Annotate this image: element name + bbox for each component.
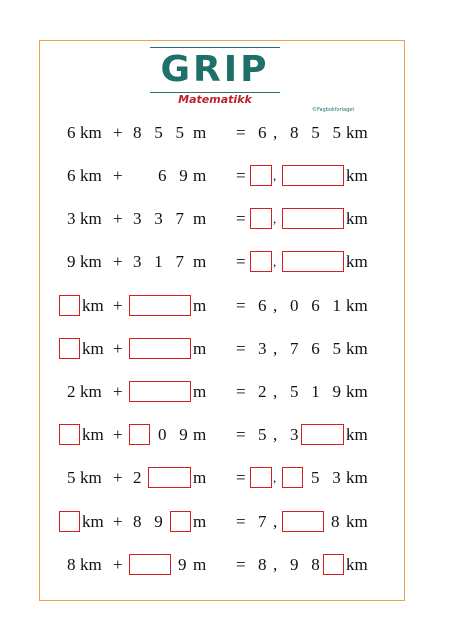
- m-digits: 8 9: [133, 512, 163, 531]
- result-unit: km: [346, 468, 368, 487]
- answer-box-decimals[interactable]: [282, 165, 344, 186]
- result-whole-km: 6: [258, 123, 267, 142]
- decimal-comma: ,: [273, 339, 278, 358]
- equals-sign: =: [236, 209, 246, 228]
- answer-box-whole[interactable]: [250, 251, 272, 272]
- answer-box-decimals[interactable]: [282, 511, 324, 532]
- result-decimals: 8 5 5: [290, 123, 341, 142]
- exercise-row-6: [0, 337, 455, 361]
- km-unit: km: [80, 209, 102, 228]
- exercise-row-5: [0, 294, 455, 318]
- km-unit: km: [80, 382, 102, 401]
- answer-box-m-hundreds[interactable]: [129, 424, 150, 445]
- decimal-comma: ,: [273, 123, 278, 142]
- logo-subtitle: Matematikk: [178, 93, 252, 106]
- exercise-row-9: [0, 466, 455, 490]
- result-unit: km: [346, 123, 368, 142]
- km-unit: km: [80, 166, 102, 185]
- m-unit: m: [193, 339, 207, 358]
- plus-sign: +: [113, 209, 123, 228]
- answer-box-decimals[interactable]: [282, 208, 344, 229]
- exercise-row-1: [0, 121, 455, 145]
- km-unit: km: [82, 296, 104, 315]
- answer-box-m[interactable]: [148, 467, 191, 488]
- answer-box-m-ones[interactable]: [170, 511, 191, 532]
- m-digits: 9: [178, 555, 187, 574]
- plus-sign: +: [113, 123, 123, 142]
- answer-box-decimals[interactable]: [282, 251, 344, 272]
- result-whole-km: 2: [258, 382, 267, 401]
- equals-sign: =: [236, 296, 246, 315]
- exercise-row-11: [0, 553, 455, 577]
- copyright-notice: ©Fagbokforlaget: [312, 107, 355, 113]
- km-unit: km: [80, 468, 102, 487]
- km-left: 8: [67, 555, 76, 574]
- answer-box-km[interactable]: [59, 424, 80, 445]
- m-unit: m: [193, 123, 207, 142]
- m-unit: m: [193, 555, 207, 574]
- m-unit: m: [193, 296, 207, 315]
- answer-box-whole[interactable]: [250, 467, 272, 488]
- decimal-comma: ,: [273, 168, 277, 183]
- answer-box-decimals[interactable]: [301, 424, 344, 445]
- result-unit: km: [346, 209, 368, 228]
- answer-box-tenths[interactable]: [282, 467, 303, 488]
- equals-sign: =: [236, 252, 246, 271]
- km-unit: km: [80, 252, 102, 271]
- m-unit: m: [193, 382, 207, 401]
- m-digits: 3 1 7: [133, 252, 184, 271]
- result-decimals: 5 1 9: [290, 382, 341, 401]
- exercise-row-7: [0, 380, 455, 404]
- m-digits: 2: [133, 468, 142, 487]
- m-unit: m: [193, 425, 207, 444]
- result-decimals: 8: [331, 512, 340, 531]
- result-decimals: 3: [290, 425, 299, 444]
- plus-sign: +: [113, 166, 123, 185]
- answer-box-thousandths[interactable]: [323, 554, 344, 575]
- km-unit: km: [80, 123, 102, 142]
- m-unit: m: [193, 468, 207, 487]
- result-unit: km: [346, 425, 368, 444]
- exercise-row-10: [0, 510, 455, 534]
- result-unit: km: [346, 512, 368, 531]
- m-unit: m: [193, 252, 207, 271]
- km-left: 2: [67, 382, 76, 401]
- decimal-comma: ,: [273, 555, 278, 574]
- decimal-comma: ,: [273, 382, 278, 401]
- decimal-comma: ,: [273, 211, 277, 226]
- decimal-comma: ,: [273, 296, 278, 315]
- equals-sign: =: [236, 555, 246, 574]
- result-unit: km: [346, 339, 368, 358]
- result-decimals: 0 6 1: [290, 296, 341, 315]
- result-unit: km: [346, 252, 368, 271]
- equals-sign: =: [236, 339, 246, 358]
- equals-sign: =: [236, 468, 246, 487]
- result-unit: km: [346, 296, 368, 315]
- answer-box-whole[interactable]: [250, 165, 272, 186]
- result-unit: km: [346, 382, 368, 401]
- result-whole-km: 3: [258, 339, 267, 358]
- exercise-row-3: [0, 207, 455, 231]
- equals-sign: =: [236, 166, 246, 185]
- km-left: 6: [67, 166, 76, 185]
- plus-sign: +: [113, 468, 123, 487]
- result-whole-km: 5: [258, 425, 267, 444]
- plus-sign: +: [113, 425, 123, 444]
- plus-sign: +: [113, 252, 123, 271]
- result-unit: km: [346, 166, 368, 185]
- plus-sign: +: [113, 512, 123, 531]
- result-decimals: 7 6 5: [290, 339, 341, 358]
- m-digits: 3 3 7: [133, 209, 184, 228]
- logo-rule-top: [150, 47, 280, 48]
- equals-sign: =: [236, 512, 246, 531]
- result-decimals: 5 3: [311, 468, 341, 487]
- km-unit: km: [82, 512, 104, 531]
- answer-box-m[interactable]: [129, 381, 191, 402]
- m-unit: m: [193, 512, 207, 531]
- plus-sign: +: [113, 296, 123, 315]
- answer-box-whole[interactable]: [250, 208, 272, 229]
- km-unit: km: [80, 555, 102, 574]
- decimal-comma: ,: [273, 254, 277, 269]
- answer-box-m[interactable]: [129, 338, 191, 359]
- decimal-comma: ,: [273, 470, 277, 485]
- result-decimals: 9 8: [290, 555, 320, 574]
- grip-logo: [150, 47, 280, 105]
- decimal-comma: ,: [273, 512, 278, 531]
- exercise-row-8: [0, 423, 455, 447]
- result-whole-km: 7: [258, 512, 267, 531]
- m-digits: 6 9: [158, 166, 188, 185]
- decimal-comma: ,: [273, 425, 278, 444]
- answer-box-m[interactable]: [129, 554, 171, 575]
- km-left: 3: [67, 209, 76, 228]
- equals-sign: =: [236, 382, 246, 401]
- answer-box-km[interactable]: [59, 295, 80, 316]
- answer-box-m[interactable]: [129, 295, 191, 316]
- result-whole-km: 6: [258, 296, 267, 315]
- answer-box-km[interactable]: [59, 338, 80, 359]
- plus-sign: +: [113, 382, 123, 401]
- equals-sign: =: [236, 425, 246, 444]
- plus-sign: +: [113, 339, 123, 358]
- km-left: 9: [67, 252, 76, 271]
- result-whole-km: 8: [258, 555, 267, 574]
- exercise-row-4: [0, 250, 455, 274]
- exercise-row-2: [0, 164, 455, 188]
- km-left: 5: [67, 468, 76, 487]
- logo-brand: GRIP: [160, 49, 270, 90]
- km-unit: km: [82, 339, 104, 358]
- plus-sign: +: [113, 555, 123, 574]
- equals-sign: =: [236, 123, 246, 142]
- m-digits: 0 9: [158, 425, 188, 444]
- m-unit: m: [193, 166, 207, 185]
- m-unit: m: [193, 209, 207, 228]
- km-unit: km: [82, 425, 104, 444]
- km-left: 6: [67, 123, 76, 142]
- m-digits: 8 5 5: [133, 123, 184, 142]
- answer-box-km[interactable]: [59, 511, 80, 532]
- result-unit: km: [346, 555, 368, 574]
